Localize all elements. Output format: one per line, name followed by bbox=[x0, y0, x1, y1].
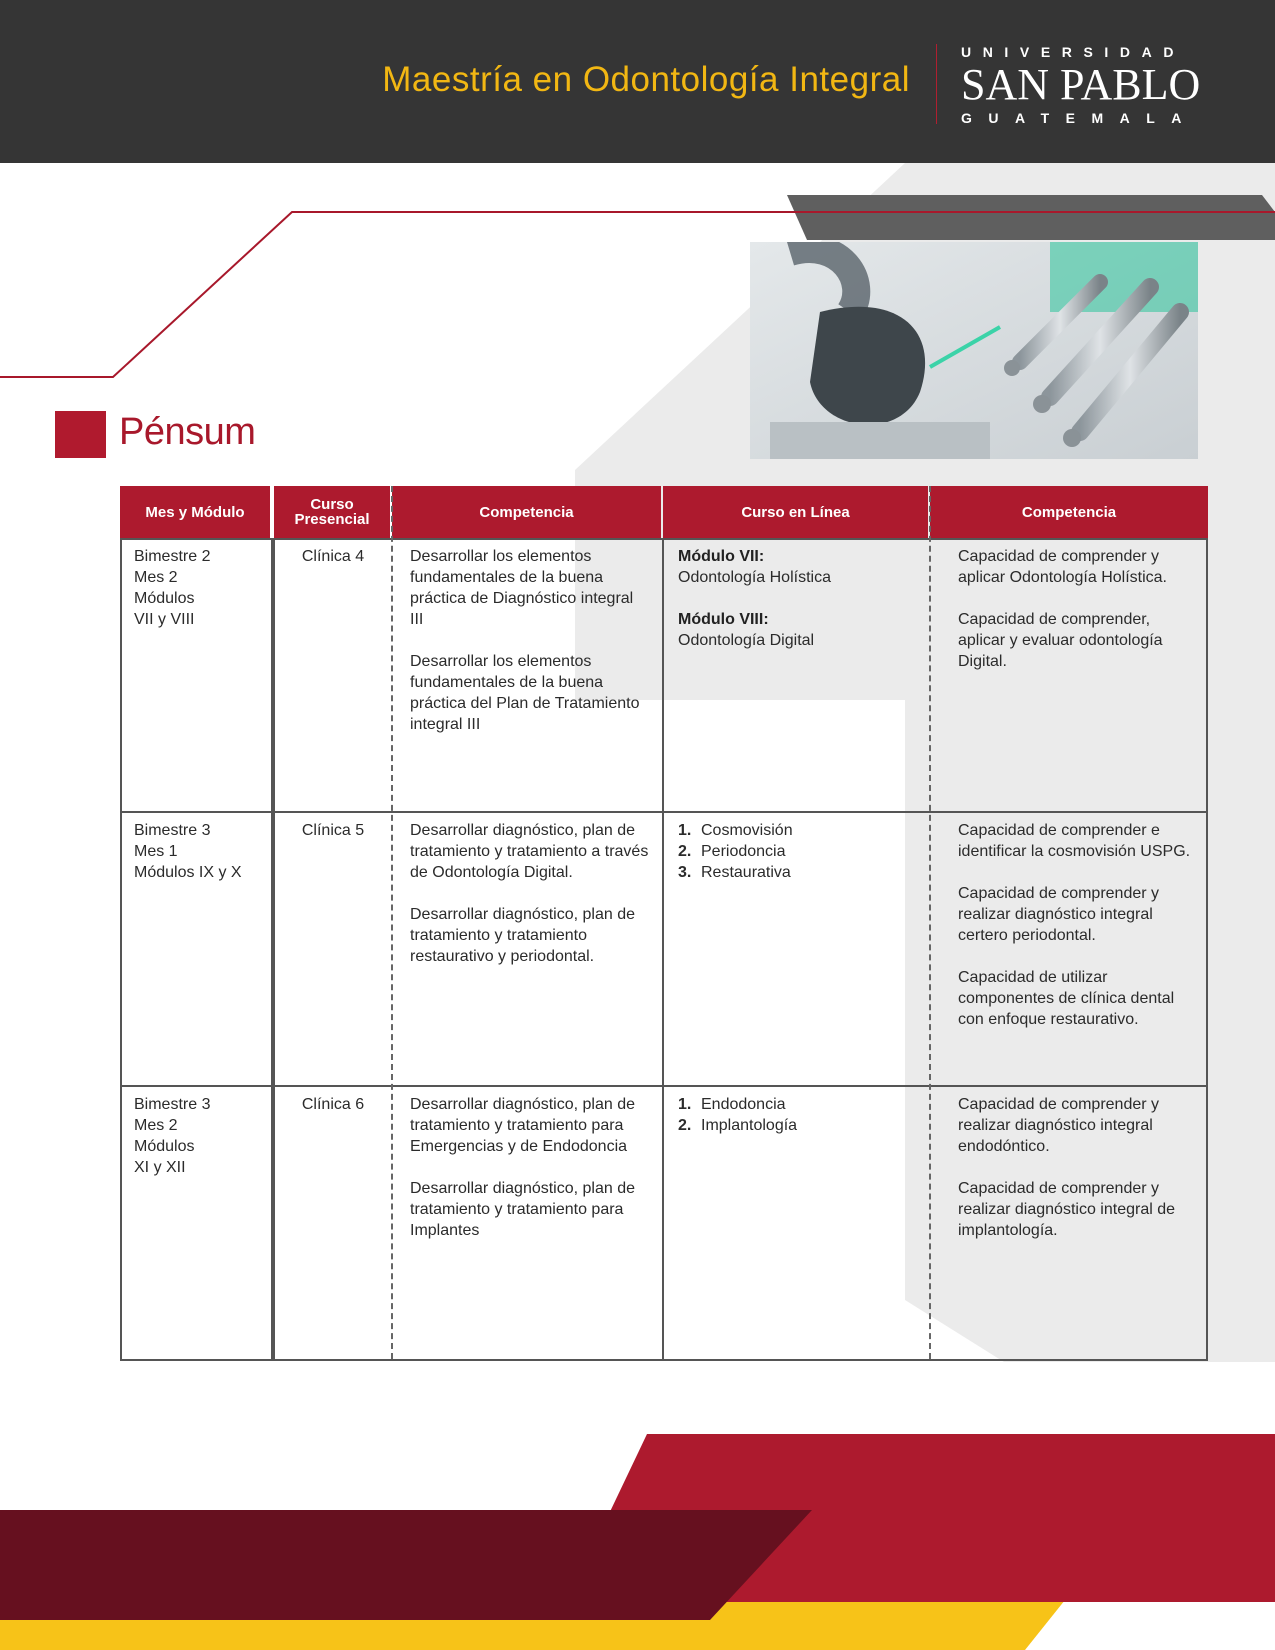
row2-mes-line: Bimestre 3 bbox=[134, 822, 211, 839]
course-name: Implantología bbox=[701, 1117, 798, 1134]
row2-course-item bbox=[678, 820, 918, 841]
row2-competencia-linea bbox=[958, 820, 1198, 1030]
logo-line-2: SAN PABLO bbox=[961, 60, 1201, 109]
table-rule bbox=[120, 538, 1208, 540]
row3-curso-linea bbox=[678, 1094, 918, 1136]
table-dashed-rule bbox=[391, 486, 393, 1359]
row2-course-item bbox=[678, 862, 918, 883]
list-number: 1. bbox=[678, 1096, 692, 1113]
table-rule bbox=[662, 538, 664, 1361]
row3-mes-line: Módulos bbox=[134, 1138, 195, 1155]
section-marker bbox=[55, 411, 106, 458]
row3-competencia-linea-item: Capacidad de comprender y realizar diagnóstico integral de implantología. bbox=[958, 1180, 1176, 1239]
row2-competencia-linea-item: Capacidad de utilizar componentes de clínica dental con enfoque restaurativo. bbox=[958, 969, 1175, 1028]
row2-mes-line: Mes 1 bbox=[134, 843, 178, 860]
university-logo bbox=[961, 44, 1211, 126]
list-number: 3. bbox=[678, 864, 692, 881]
row3-mes-line: Bimestre 3 bbox=[134, 1096, 211, 1113]
row1-modulo-label: Módulo VII: bbox=[678, 548, 765, 565]
row2-curso-linea bbox=[678, 820, 918, 883]
header-competencia-linea: Competencia bbox=[930, 486, 1208, 538]
row1-competencia bbox=[410, 546, 650, 735]
footer-maroon-band bbox=[0, 1510, 812, 1620]
row3-mes-line: XI y XII bbox=[134, 1159, 186, 1176]
row1-modulo-label: Módulo VIII: bbox=[678, 611, 769, 628]
row1-curso-linea bbox=[678, 546, 918, 651]
row3-competencia-item: Desarrollar diagnóstico, plan de tratamiento y tratamiento para Emergencias y de Endodoncia bbox=[410, 1096, 636, 1155]
header-competencia: Competencia bbox=[392, 486, 661, 538]
row1-competencia-item: Desarrollar los elementos fundamentales de la buena práctica de Diagnóstico integral III bbox=[410, 548, 634, 628]
row1-competencia-linea-item: Capacidad de comprender y aplicar Odontología Holística. bbox=[958, 548, 1167, 586]
row2-competencia-linea-item: Capacidad de comprender e identificar la cosmovisión USPG. bbox=[958, 822, 1191, 860]
table-rule bbox=[271, 538, 275, 1361]
row1-mes-line: Módulos bbox=[134, 590, 195, 607]
row2-course-item bbox=[678, 841, 918, 862]
program-title: Maestría en Odontología Integral bbox=[382, 60, 910, 99]
course-name: Cosmovisión bbox=[701, 822, 793, 839]
row3-mes-line: Mes 2 bbox=[134, 1117, 178, 1134]
row1-competencia-linea-item: Capacidad de comprender, aplicar y evaluar odontología Digital. bbox=[958, 611, 1163, 670]
row2-mes-line: Módulos IX y X bbox=[134, 864, 242, 881]
row1-mes-line: Mes 2 bbox=[134, 569, 178, 586]
row2-mes-modulo bbox=[134, 820, 269, 883]
dental-equipment-photo bbox=[750, 242, 1198, 459]
course-name: Periodoncia bbox=[701, 843, 786, 860]
logo-line-3: GUATEMALA bbox=[961, 110, 1198, 126]
row2-curso-presencial: Clínica 5 bbox=[301, 822, 365, 839]
course-name: Restaurativa bbox=[701, 864, 791, 881]
row3-mes-modulo bbox=[134, 1094, 269, 1178]
table-rule bbox=[120, 811, 1208, 813]
row1-mes-line: Bimestre 2 bbox=[134, 548, 211, 565]
row3-competencia-item: Desarrollar diagnóstico, plan de tratamiento y tratamiento para Implantes bbox=[410, 1180, 636, 1239]
gray-banner-shape bbox=[787, 195, 1275, 240]
table-dashed-rule bbox=[929, 486, 931, 1359]
header-mes-modulo: Mes y Módulo bbox=[120, 486, 270, 538]
row2-competencia-item: Desarrollar diagnóstico, plan de tratamiento y tratamiento a través de Odontología Digital. bbox=[410, 822, 649, 881]
row3-course-item bbox=[678, 1115, 918, 1136]
list-number: 2. bbox=[678, 1117, 692, 1134]
table-rule bbox=[1206, 538, 1208, 1361]
row1-competencia-item: Desarrollar los elementos fundamentales de la buena práctica del Plan de Tratamiento integral III bbox=[410, 653, 640, 733]
row1-modulo-name: Odontología Holística bbox=[678, 569, 831, 586]
row1-competencia-linea bbox=[958, 546, 1198, 672]
row3-curso-presencial: Clínica 6 bbox=[301, 1096, 365, 1113]
pensum-table bbox=[120, 486, 1208, 1361]
row1-mes-modulo bbox=[134, 546, 269, 630]
row3-competencia bbox=[410, 1094, 650, 1241]
table-rule bbox=[120, 538, 122, 1361]
row1-mes-line: VII y VIII bbox=[134, 611, 195, 628]
row2-competencia bbox=[410, 820, 650, 967]
row2-competencia-item: Desarrollar diagnóstico, plan de tratamiento y tratamiento restaurativo y periodontal. bbox=[410, 906, 636, 965]
list-number: 1. bbox=[678, 822, 692, 839]
row3-competencia-linea bbox=[958, 1094, 1198, 1241]
logo-divider bbox=[936, 44, 937, 124]
table-rule bbox=[120, 1085, 1208, 1087]
row3-course-item bbox=[678, 1094, 918, 1115]
header-curso-presencial: Curso Presencial bbox=[274, 486, 390, 538]
section-title: Pénsum bbox=[119, 411, 256, 453]
footer-decoration bbox=[0, 1430, 1275, 1650]
table-rule bbox=[120, 1359, 1208, 1361]
row2-competencia-linea-item: Capacidad de comprender y realizar diagnóstico integral certero periodontal. bbox=[958, 885, 1160, 944]
list-number: 2. bbox=[678, 843, 692, 860]
header-curso-linea: Curso en Línea bbox=[663, 486, 928, 538]
row1-curso-presencial: Clínica 4 bbox=[301, 548, 365, 565]
row3-competencia-linea-item: Capacidad de comprender y realizar diagnóstico integral endodóntico. bbox=[958, 1096, 1160, 1155]
logo-line-1: UNIVERSIDAD bbox=[961, 44, 1186, 60]
course-name: Endodoncia bbox=[701, 1096, 786, 1113]
row1-modulo-name: Odontología Digital bbox=[678, 632, 815, 649]
